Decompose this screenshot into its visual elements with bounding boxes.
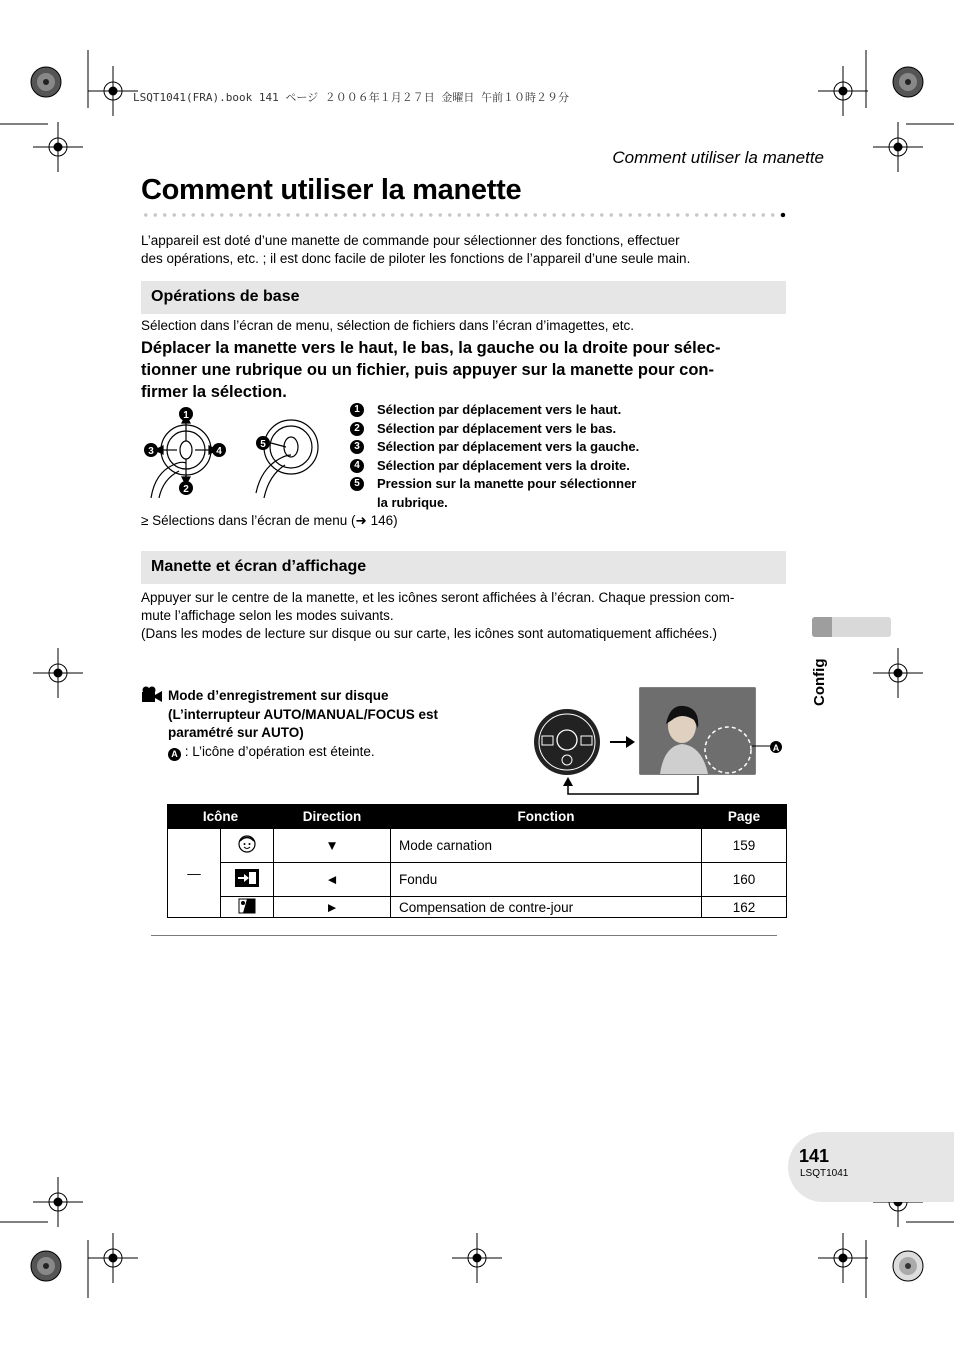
list-item [350,457,790,476]
function-table [167,804,787,918]
step-text: Sélection par déplacement vers le bas. [377,420,617,436]
page-cell: 160 [702,863,787,897]
list-item [350,438,790,457]
step-number: 2 [350,422,364,436]
running-title: Comment utiliser la manette [612,148,824,167]
label-1: 1 [183,410,189,421]
list-item [350,475,790,494]
col-page: Page [702,805,787,829]
table-row [168,863,787,897]
crosshair-icon [873,648,923,698]
chapter-label: Config [811,658,828,706]
mode-line: (L’interrupteur AUTO/MANUAL/FOCUS est [168,706,439,722]
callout-badge: A [168,748,181,761]
list-item [350,401,790,420]
bottom-rule [151,935,777,936]
page-cell: 159 [702,829,787,863]
dotted-rule [141,212,787,218]
section-heading-display [141,551,786,584]
list-item [350,494,790,513]
page-cell: 162 [702,897,787,918]
mode-line: paramétré sur AUTO) [168,725,304,740]
step-text: Sélection par déplacement vers la droite. [377,457,630,473]
section-heading-text: Opérations de base [151,288,300,305]
instruction-line: Déplacer la manette vers le haut, le bas, la gauche ou la droite pour sélec- [141,339,721,357]
backlight-icon [238,898,256,914]
print-header: LSQT1041(FRA).book 141 ページ ２００６年１月２７日 金曜日 午前１０時２９分 [133,91,569,104]
step-text: Sélection par déplacement vers la gauche. [377,439,640,454]
instruction-line: firmer la sélection. [141,383,287,401]
group-cell: — [168,829,221,918]
label-3: 3 [148,446,154,457]
function-cell: Compensation de contre-jour [391,897,702,918]
page-number: 141 [799,1146,830,1166]
fade-icon [234,868,260,888]
skin-mode-icon [236,834,258,854]
section-heading-text: Manette et écran d’affichage [151,558,367,575]
icon-cell [221,897,274,918]
label-4: 4 [216,446,222,457]
section1-text: Sélection dans l’écran de menu, sélection de fichiers dans l’écran d’imagettes, etc. [141,318,635,333]
step-text: Pression sur la manette pour sélectionner [377,476,637,491]
callout-a: A [772,743,780,753]
step-text: la rubrique. [377,494,448,510]
crosshair-icon [818,1233,868,1283]
section-heading-basic [141,281,786,314]
direction-cell: ► [274,897,391,918]
dotted-rule-end [779,212,787,218]
list-item [350,420,790,439]
page-number-tab [788,1132,954,1202]
section2-line: mute l’affichage selon les modes suivants. [141,608,394,623]
color-wheel-icon [892,66,924,98]
mode-note [141,743,501,762]
intro-line: L’appareil est doté d’une manette de commande pour sélectionner des fonctions, effectuer [141,233,680,248]
color-wheel-icon [892,1250,924,1282]
crosshair-icon [33,648,83,698]
intro-paragraph [141,232,690,268]
function-cell: Fondu [391,863,702,897]
section2-line: Appuyer sur le centre de la manette, et les icônes seront affichées à l’écran. Chaque pression com- [141,590,735,605]
chapter-tab-marker [812,617,832,637]
instruction-line: tionner une rubrique ou un fichier, puis appuyer sur la manette pour con- [141,361,714,379]
icon-cell [221,863,274,897]
function-cell: Mode carnation [391,829,702,863]
icon-cell [221,829,274,863]
display-diagram [532,686,784,798]
intro-line: des opérations, etc. ; il est donc facile de piloter les fonctions de l’appareil d’une seule main. [141,251,691,266]
step-number: 3 [350,440,364,454]
crosshair-icon [873,122,923,172]
table-row [168,897,787,918]
crosshair-icon [88,66,138,116]
col-function: Fonction [391,805,702,829]
crosshair-icon [33,1177,83,1227]
col-direction: Direction [274,805,391,829]
color-wheel-icon [30,66,62,98]
joystick-illustration [141,403,331,498]
menu-note: ≥ Sélections dans l’écran de menu (➜ 146) [141,513,398,528]
mode-line: Mode d’enregistrement sur disque [168,688,389,703]
mode-note-text: : L’icône d’opération est éteinte. [181,743,375,759]
mode-description [141,687,501,761]
step-number: 5 [350,477,364,491]
step-number: 1 [350,403,364,417]
page-code: LSQT1041 [800,1168,849,1179]
table-header-row [168,805,787,829]
section2-text [141,589,734,643]
direction-cell: ◄ [274,863,391,897]
crosshair-icon [88,1233,138,1283]
crosshair-icon [452,1233,502,1283]
color-wheel-icon [30,1250,62,1282]
col-icon: Icône [168,805,274,829]
section2-line: (Dans les modes de lecture sur disque ou sur carte, les icônes sont automatiquement affichées.) [141,626,718,641]
label-5: 5 [260,439,266,450]
page-title: Comment utiliser la manette [141,174,522,206]
table-row [168,829,787,863]
instruction [141,337,791,403]
crosshair-icon [33,122,83,172]
step-text: Sélection par déplacement vers le haut. [377,402,622,417]
label-2: 2 [183,484,189,495]
crosshair-icon [818,66,868,116]
steps-list [350,401,790,512]
direction-cell: ▼ [274,829,391,863]
step-number: 4 [350,459,364,473]
